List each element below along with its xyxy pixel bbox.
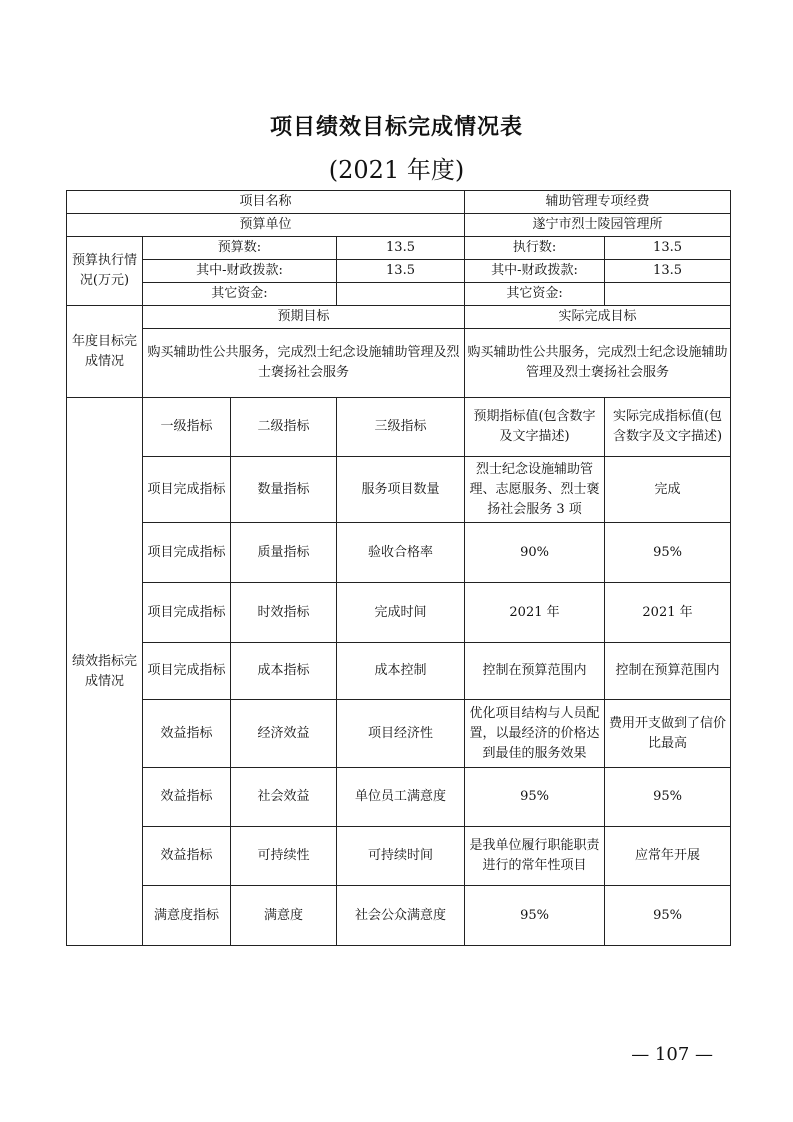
- table-cell: 质量指标: [231, 523, 337, 583]
- indicator-header: 三级指标: [337, 398, 465, 457]
- page-number: — 107 —: [631, 1044, 713, 1065]
- table-cell: 单位员工满意度: [337, 768, 465, 827]
- table-cell: 时效指标: [231, 583, 337, 643]
- table-cell: 满意度指标: [143, 886, 231, 946]
- actual-goal-header: 实际完成目标: [465, 306, 731, 329]
- table-cell: 项目经济性: [337, 700, 465, 768]
- page-title: 项目绩效目标完成情况表: [269, 114, 523, 140]
- indicator-header: 预期指标值(包含数字及文字描述): [465, 398, 605, 457]
- table-cell: 验收合格率: [337, 523, 465, 583]
- budget-section-label: 预算执行情况(万元): [67, 237, 143, 306]
- actual-goal-text: 购买辅助性公共服务，完成烈士纪念设施辅助管理及烈士褒扬社会服务: [465, 329, 731, 398]
- budget-unit-value: 遂宁市烈士陵园管理所: [465, 214, 731, 237]
- budget-amount-value: 13.5: [337, 237, 465, 260]
- table-cell: 95%: [605, 886, 731, 946]
- indicators-section-label: 绩效指标完成情况: [67, 398, 143, 946]
- expected-goal-header: 预期目标: [143, 306, 465, 329]
- table-cell: 95%: [465, 886, 605, 946]
- table-row: [67, 643, 731, 700]
- other-exec-label: 其它资金:: [465, 283, 605, 306]
- project-name-label: 项目名称: [67, 191, 465, 214]
- page-subtitle: (2021 年度): [328, 156, 465, 184]
- table-cell: 可持续性: [231, 827, 337, 886]
- table-cell: 2021 年: [605, 583, 731, 643]
- table-row: [67, 827, 731, 886]
- fiscal-budget-value: 13.5: [337, 260, 465, 283]
- table-cell: 服务项目数量: [337, 457, 465, 523]
- table-cell: 效益指标: [143, 700, 231, 768]
- other-budget-value: [337, 283, 465, 306]
- table-cell: 数量指标: [231, 457, 337, 523]
- fiscal-exec-value: 13.5: [605, 260, 731, 283]
- performance-table: [66, 190, 731, 946]
- table-cell: 完成时间: [337, 583, 465, 643]
- table-cell: 项目完成指标: [143, 643, 231, 700]
- table-row: [67, 768, 731, 827]
- fiscal-budget-label: 其中-财政拨款:: [143, 260, 337, 283]
- exec-amount-label: 执行数:: [465, 237, 605, 260]
- indicator-header: 二级指标: [231, 398, 337, 457]
- table-row: [67, 700, 731, 768]
- table-cell: 烈士纪念设施辅助管理、志愿服务、烈士褒扬社会服务 3 项: [465, 457, 605, 523]
- fiscal-exec-label: 其中-财政拨款:: [465, 260, 605, 283]
- table-cell: 满意度: [231, 886, 337, 946]
- budget-amount-label: 预算数:: [143, 237, 337, 260]
- table-cell: 效益指标: [143, 827, 231, 886]
- table-cell: 是我单位履行职能职责进行的常年性项目: [465, 827, 605, 886]
- indicator-header: 实际完成指标值(包含数字及文字描述): [605, 398, 731, 457]
- budget-unit-label: 预算单位: [67, 214, 465, 237]
- indicator-header: 一级指标: [143, 398, 231, 457]
- table-cell: 95%: [605, 768, 731, 827]
- table-cell: 控制在预算范围内: [605, 643, 731, 700]
- table-cell: 费用开支做到了信价比最高: [605, 700, 731, 768]
- table-cell: 可持续时间: [337, 827, 465, 886]
- table-row: [67, 583, 731, 643]
- other-exec-value: [605, 283, 731, 306]
- table-cell: 优化项目结构与人员配置，以最经济的价格达到最佳的服务效果: [465, 700, 605, 768]
- table-cell: 社会公众满意度: [337, 886, 465, 946]
- table-row: [67, 523, 731, 583]
- table-cell: 应常年开展: [605, 827, 731, 886]
- table-cell: 95%: [605, 523, 731, 583]
- table-cell: 控制在预算范围内: [465, 643, 605, 700]
- table-cell: 项目完成指标: [143, 583, 231, 643]
- table-cell: 2021 年: [465, 583, 605, 643]
- annual-section-label: 年度目标完成情况: [67, 306, 143, 398]
- table-row: [67, 457, 731, 523]
- table-cell: 完成: [605, 457, 731, 523]
- table-cell: 项目完成指标: [143, 523, 231, 583]
- exec-amount-value: 13.5: [605, 237, 731, 260]
- table-cell: 社会效益: [231, 768, 337, 827]
- project-name-value: 辅助管理专项经费: [465, 191, 731, 214]
- table-cell: 效益指标: [143, 768, 231, 827]
- expected-goal-text: 购买辅助性公共服务，完成烈士纪念设施辅助管理及烈士褒扬社会服务: [143, 329, 465, 398]
- table-cell: 95%: [465, 768, 605, 827]
- table-cell: 经济效益: [231, 700, 337, 768]
- table-row: [67, 886, 731, 946]
- table-cell: 90%: [465, 523, 605, 583]
- table-cell: 项目完成指标: [143, 457, 231, 523]
- table-cell: 成本控制: [337, 643, 465, 700]
- other-budget-label: 其它资金:: [143, 283, 337, 306]
- table-cell: 成本指标: [231, 643, 337, 700]
